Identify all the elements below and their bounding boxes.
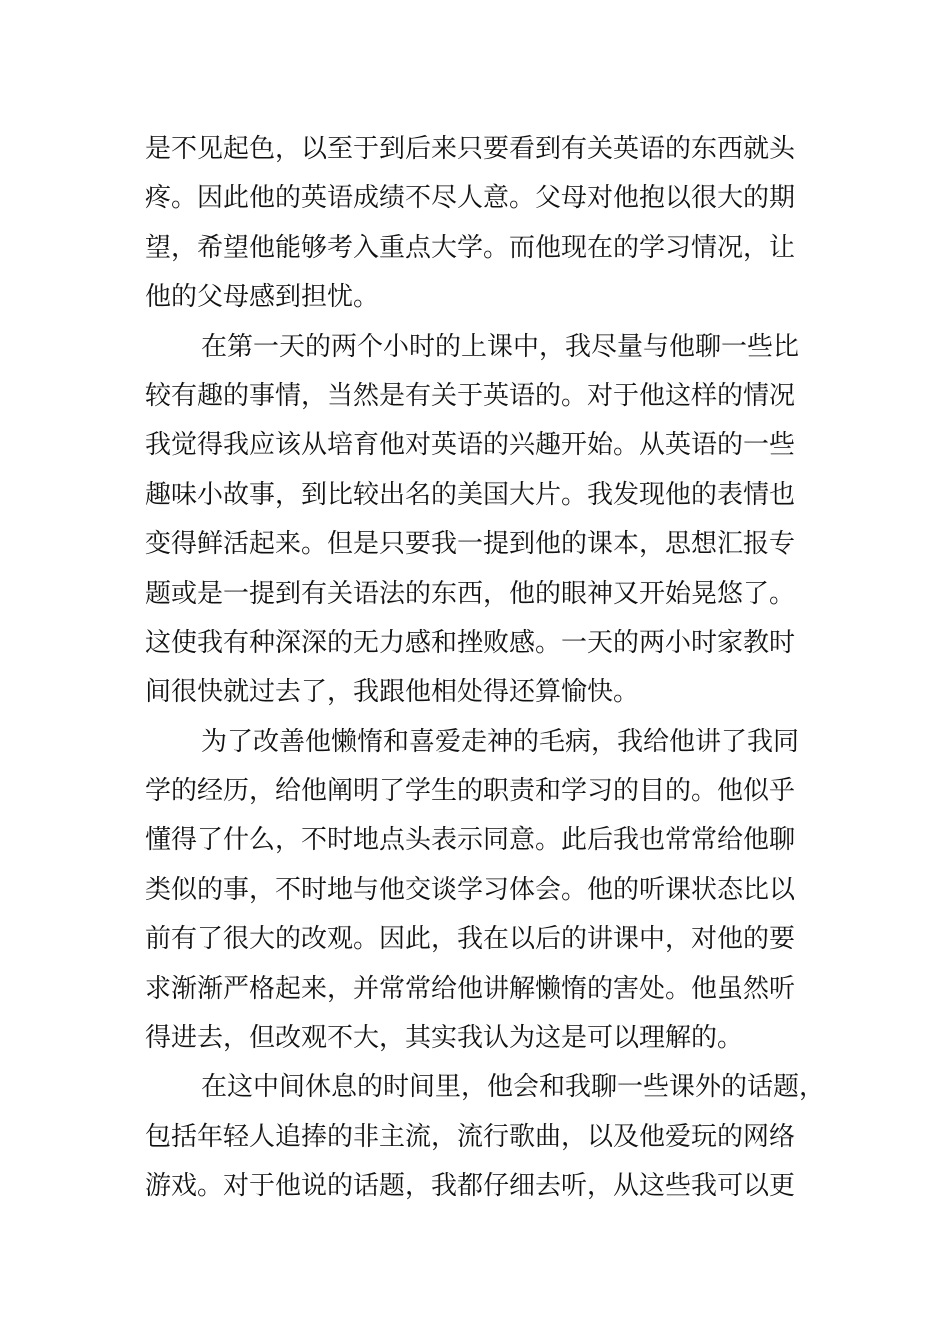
text-line: 得进去，但改观不大，其实我认为这是可以理解的。	[145, 1023, 744, 1054]
paragraph-4	[145, 1063, 825, 1211]
text-line: 懂得了什么，不时地点头表示同意。此后我也常常给他聊	[145, 825, 796, 856]
text-line: 学的经历，给他阐明了学生的职责和学习的目的。他似乎	[145, 776, 796, 807]
text-line: 前有了很大的改观。因此，我在以后的讲课中，对他的要	[145, 924, 796, 955]
text-line: 望，希望他能够考入重点大学。而他现在的学习情况，让	[145, 232, 796, 263]
document-body	[145, 125, 825, 1212]
text-line-first: 在第一天的两个小时的上课中，我尽量与他聊一些比	[201, 331, 800, 362]
text-line: 求渐渐严格起来，并常常给他讲解懒惰的害处。他虽然听	[145, 973, 796, 1004]
text-line: 间很快就过去了，我跟他相处得还算愉快。	[145, 677, 640, 708]
text-line: 我觉得我应该从培育他对英语的兴趣开始。从英语的一些	[145, 430, 796, 461]
text-line: 疼。因此他的英语成绩不尽人意。父母对他抱以很大的期	[145, 183, 796, 214]
text-line-first: 在这中间休息的时间里，他会和我聊一些课外的话题，	[201, 1072, 826, 1103]
text-line: 包括年轻人追捧的非主流，流行歌曲，以及他爱玩的网络	[145, 1121, 796, 1152]
text-line: 趣味小故事，到比较出名的美国大片。我发现他的表情也	[145, 479, 796, 510]
text-line: 类似的事，不时地与他交谈学习体会。他的听课状态比以	[145, 874, 796, 905]
paragraph-1	[145, 125, 825, 323]
text-line: 这使我有种深深的无力感和挫败感。一天的两小时家教时	[145, 627, 796, 658]
paragraph-3	[145, 718, 825, 1064]
text-line: 游戏。对于他说的话题，我都仔细去听，从这些我可以更	[145, 1171, 796, 1202]
text-line: 题或是一提到有关语法的东西，他的眼神又开始晃悠了。	[145, 578, 796, 609]
paragraph-2	[145, 323, 825, 718]
text-line: 变得鲜活起来。但是只要我一提到他的课本，思想汇报专	[145, 529, 796, 560]
text-line: 他的父母感到担忧。	[145, 282, 380, 313]
text-line-first: 为了改善他懒惰和喜爱走神的毛病，我给他讲了我同	[201, 726, 800, 757]
text-line: 是不见起色，以至于到后来只要看到有关英语的东西就头	[145, 134, 796, 164]
text-line: 较有趣的事情，当然是有关于英语的。对于他这样的情况	[145, 380, 796, 411]
